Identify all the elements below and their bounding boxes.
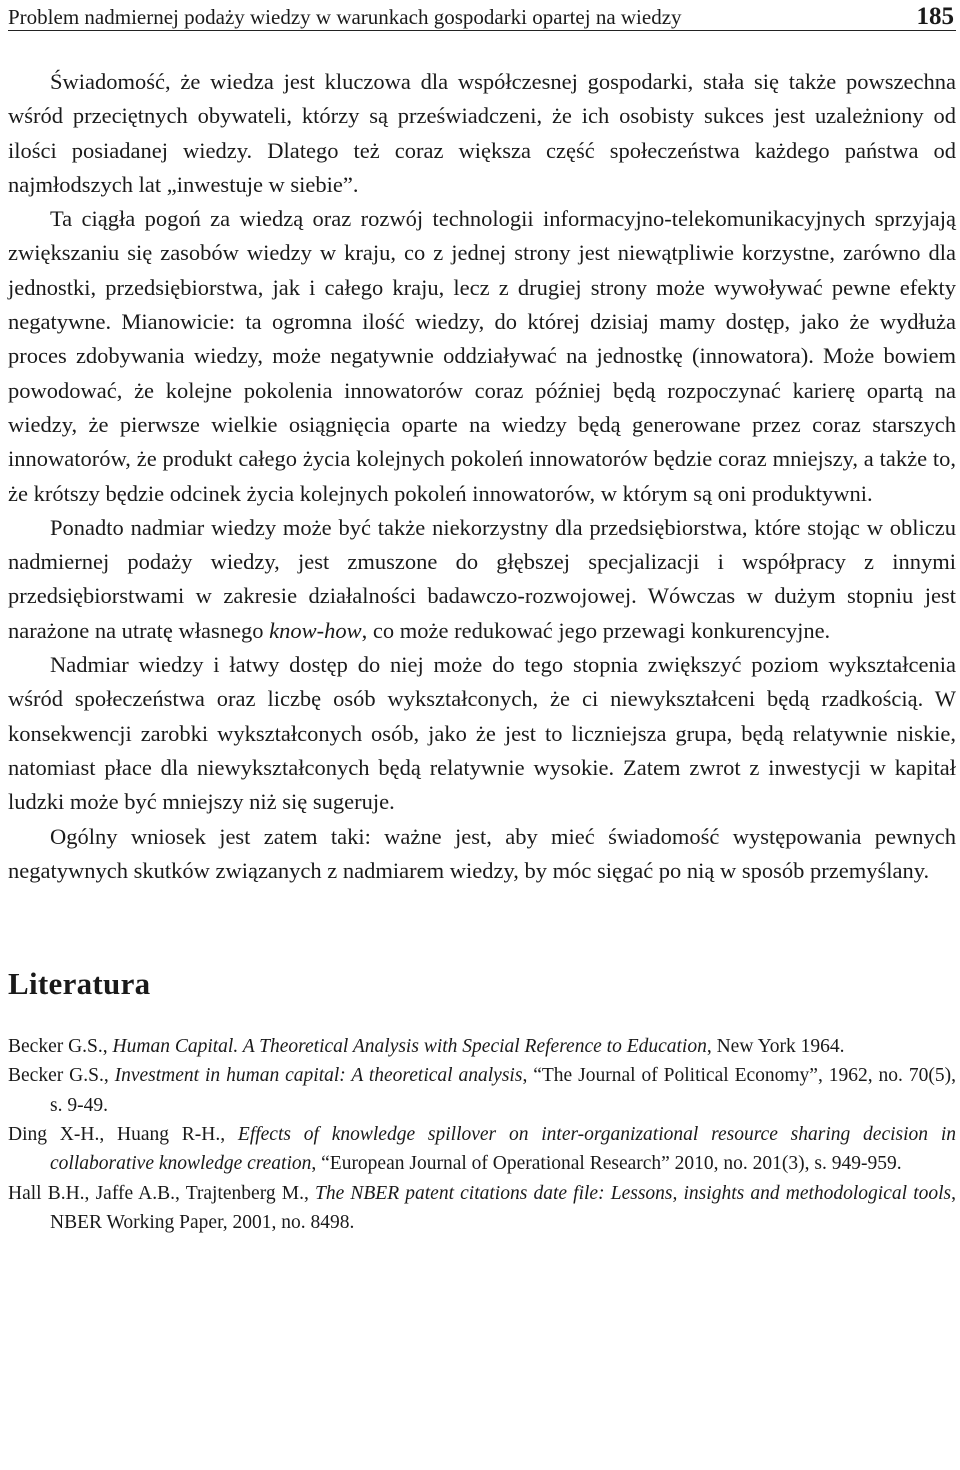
running-title: Problem nadmiernej podaży wiedzy w warunkach gospodarki opartej na wiedzy xyxy=(8,5,682,29)
paragraph-3-text-a: Ponadto nadmiar wiedzy może być także niekorzystny dla przedsiębiorstwa, które stojąc w obliczu nadmiernej podaży wiedzy, jest zmuszone do głębszej specjalizacji i współpracy z innymi przedsiębiorstwami w zakresie działalności badawczo-rozwojowej. Wówczas w dużym stopniu jest narażone na utratę własnego xyxy=(8,514,956,643)
reference-item xyxy=(8,1061,956,1120)
reference-item xyxy=(8,1179,956,1238)
paragraph-3-text-b: , co może redukować jego przewagi konkurencyjne. xyxy=(361,617,831,643)
reference-details: , NBER Working Paper, 2001, no. 8498. xyxy=(50,1182,956,1233)
reference-authors: Hall B.H., Jaffe A.B., Trajtenberg M., xyxy=(8,1182,315,1204)
paragraph-2: Ta ciągła pogoń za wiedzą oraz rozwój technologii informacyjno-telekomunikacyjnych sprzyjają zwiększaniu się zasobów wiedzy w kraju, co z jednej strony jest niewątpliwie korzystne, zarówno dla jednostki, przedsiębiorstwa, jak i całego kraju, lecz z drugiej strony może wywoływać pewne efekty negatywne. Mianowicie: ta ogromna ilość wiedzy, do której dzisiaj mamy dostęp, jako że wydłuża proces zdobywania wiedzy, może negatywnie oddziaływać na jednostkę (innowatora). Może bowiem powodować, że kolejne pokolenia innowatorów coraz później będą rozpoczynać karierę opartą na wiedzy, że pierwsze wielkie osiągnięcia oparte na wiedzy będą generowane przez coraz starszych innowatorów, że produkt całego życia kolejnych pokoleń innowatorów będzie coraz mniejszy, a także to, że krótszy będzie odcinek życia kolejnych pokoleń innowatorów, w którym są oni produktywni. xyxy=(8,206,956,506)
running-header xyxy=(8,0,956,31)
reference-details: , “The Journal of Political Economy”, 1962, no. 70(5), s. 9-49. xyxy=(50,1065,956,1116)
reference-title: Effects of knowledge spillover on inter-organizational resource sharing decision in collaborative knowledge creation xyxy=(50,1124,956,1175)
reference-authors: Becker G.S., xyxy=(8,1036,113,1058)
reference-title: Human Capital. A Theoretical Analysis with Special Reference to Education xyxy=(112,1036,707,1058)
paragraph-3 xyxy=(8,511,956,648)
reference-item xyxy=(8,1120,956,1179)
paragraph-4: Nadmiar wiedzy i łatwy dostęp do niej może do tego stopnia zwiększyć poziom wykształcenia wśród społeczeństwa oraz liczbę osób wykształconych, że ci niewykształceni będą rzadkością. W konsekwencji zarobki wykształconych osób, jako że jest to liczniejsza grupa, będą relatywnie niskie, natomiast płace dla niewykształconych będą relatywnie wysokie. Zatem zwrot z inwestycji w kapitał ludzki może być mniejszy niż się sugeruje. xyxy=(8,652,956,815)
reference-authors: Ding X-H., Huang R-H., xyxy=(8,1124,238,1146)
reference-title: The NBER patent citations date file: Lessons, insights and methodological tools xyxy=(314,1182,952,1204)
document-page xyxy=(8,0,956,1237)
paragraph-1: Świadomość, że wiedza jest kluczowa dla współczesnej gospodarki, stała się także powszechna wśród przeciętnych obywateli, którzy są przeświadczeni, że ich osobisty sukces jest uzależniony od ilości posiadanej wiedzy. Dlatego też coraz większa część społeczeństwa każdego państwa od najmłodszych lat „inwestuje w siebie”. xyxy=(8,69,956,197)
paragraph-3-italic-term: know-how xyxy=(269,617,362,643)
reference-item xyxy=(8,1032,956,1061)
reference-details: , “European Journal of Operational Research” 2010, no. 201(3), s. 949-959. xyxy=(311,1153,902,1175)
paragraph-5: Ogólny wniosek jest zatem taki: ważne jest, aby mieć świadomość występowania pewnych negatywnych skutków związanych z nadmiarem wiedzy, by móc sięgać po nią w sposób przemyślany. xyxy=(8,823,956,883)
reference-title: Investment in human capital: A theoretical analysis xyxy=(114,1065,523,1087)
reference-details: , New York 1964. xyxy=(706,1036,845,1058)
page-number: 185 xyxy=(916,3,954,30)
reference-authors: Becker G.S., xyxy=(8,1065,115,1087)
reference-list xyxy=(8,1032,956,1237)
body-text xyxy=(8,65,956,888)
literature-heading: Literatura xyxy=(8,966,151,1002)
